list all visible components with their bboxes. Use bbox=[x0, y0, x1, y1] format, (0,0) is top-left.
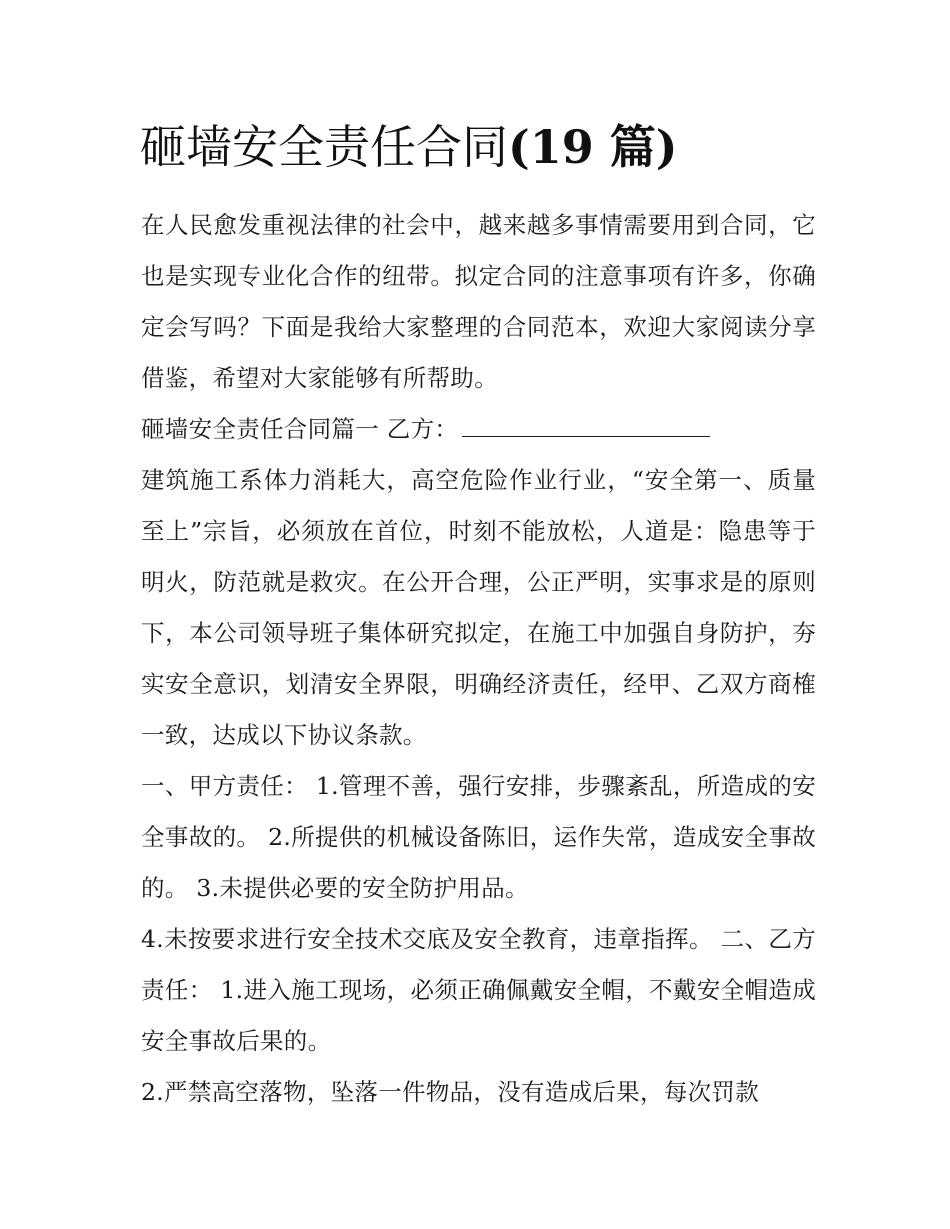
party-b-blank-line bbox=[462, 410, 710, 437]
intro-paragraph: 在人民愈发重视法律的社会中，越来越多事情需要用到合同，它也是实现专业化合作的纽带。拟定合同的注意事项有许多，你确定会写吗？下面是我给大家整理的合同范本，欢迎大家阅读分享借鉴，希望对大家能够有所帮助。 bbox=[141, 211, 816, 392]
section-heading-line bbox=[141, 404, 816, 455]
falling-objects-paragraph: 2.严禁高空落物，坠落一件物品，没有造成后果，每次罚款 bbox=[141, 1078, 760, 1106]
title-count: (19 篇) bbox=[508, 120, 678, 174]
document-title bbox=[140, 116, 820, 178]
section-heading: 砸墙安全责任合同篇一 乙方： bbox=[141, 415, 459, 443]
title-main: 砸墙安全责任合同 bbox=[140, 120, 508, 174]
preamble-paragraph: 建筑施工系体力消耗大，高空危险作业行业，“安全第一、质量至上”宗旨，必须放在首位，时刻不能放松，人道是：隐患等于明火，防范就是救灾。在公开合理，公正严明，实事求是的原则下，本公司领导班子集体研究拟定，在施工中加强自身防护，夯实安全意识，划清安全界限，明确经济责任，经甲、乙双方商榷一致，达成以下协议条款。 bbox=[141, 466, 816, 749]
party-b-duties-paragraph: 4.未按要求进行安全技术交底及安全教育，违章指挥。 二、乙方责任： 1.进入施工现场，必须正确佩戴安全帽，不戴安全帽造成安全事故后果的。 bbox=[141, 925, 816, 1055]
document-body bbox=[141, 200, 816, 1118]
party-a-duties-paragraph: 一、甲方责任： 1.管理不善，强行安排，步骤紊乱，所造成的安全事故的。 2.所提供的机械设备陈旧，运作失常，造成安全事故的。 3.未提供必要的安全防护用品。 bbox=[141, 772, 816, 902]
